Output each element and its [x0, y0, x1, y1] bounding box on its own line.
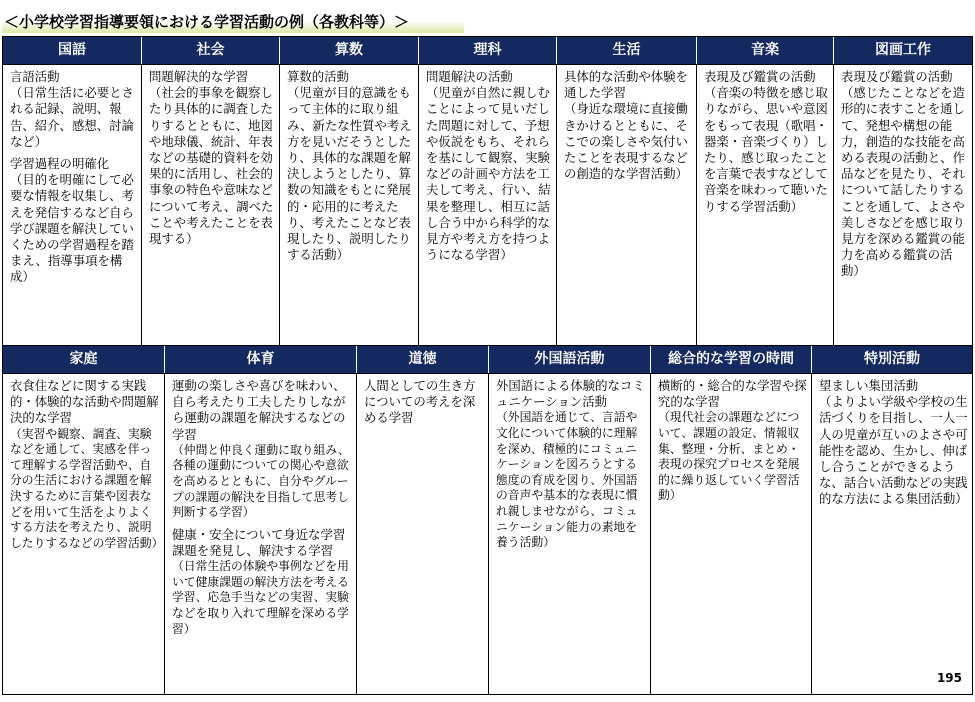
header-sogo: 総合的な学習の時間	[651, 346, 812, 373]
cell-gaikokugo-p2: （外国語を通じて、言語や文化について体験的に理解を深め、積極的にコミュニケーションを図ろうとする態度の育成を図り、外国語の音声や基本的な表現に慣れ親しませながら、コミュニケーション能力の素地を養う活動）	[496, 410, 638, 550]
cell-dotoku-p1: 人間としての生き方についての考えを深める学習	[364, 378, 476, 426]
header-ongaku: 音楽	[697, 37, 834, 64]
cell-ongaku	[697, 65, 834, 345]
header-rika: 理科	[419, 37, 557, 64]
cell-shakai-p1: 問題解決的な学習	[149, 69, 249, 84]
cell-sansu-p1: 算数的活動	[287, 69, 349, 84]
body-row-lower	[3, 374, 972, 694]
cell-taiiku-p1: 運動の楽しさや喜びを味わい、自ら考えたり工夫したりしながら運動の課題を解決するなどの学習	[172, 378, 346, 442]
header-row-upper	[3, 37, 972, 65]
cell-kokugo-p2: （日常生活に必要とされる記録、説明、報告、紹介、感想、討論など）	[10, 85, 134, 149]
header-taiiku: 体育	[165, 346, 357, 373]
cell-dotoku	[357, 374, 489, 694]
cell-katei	[3, 374, 165, 694]
cell-tokkatsu-p1: 望ましい集団活動	[819, 378, 919, 393]
cell-zuga	[834, 65, 972, 345]
header-sansu: 算数	[280, 37, 419, 64]
cell-seikatsu-p1: 具体的な活動や体験を通した学習	[564, 69, 688, 101]
cell-tokkatsu-p2: （よりよい学級や学校の生活づくりを目指し、一人一人の児童が互いのよさや可能性を認め、生かし、伸ばし合うことができるような、話合い活動などの実践的な方法による集団活動）	[819, 394, 968, 507]
cell-ongaku-p1: 表現及び鑑賞の活動	[704, 69, 816, 84]
cell-sansu-p2: （児童が目的意識をもって主体的に取り組み、新たな性質や考え方を見いだそうとしたり、具体的な課題を解決しようとしたり、算数の知識をもとに発展的・応用的に考えたり、考えたことなど表現したり、説明したりする活動）	[287, 85, 412, 263]
header-gaikokugo: 外国語活動	[489, 346, 651, 373]
cell-gaikokugo	[489, 374, 651, 694]
cell-seikatsu-p2: （身近な環境に直接働きかけるとともに、そこでの楽しさや気付いたことを表現するなどの創造的な学習活動）	[564, 101, 688, 182]
cell-sogo-p1: 横断的・総合的な学習や探究的な学習	[658, 378, 807, 410]
page-number: 195	[936, 671, 962, 685]
cell-taiiku	[165, 374, 357, 694]
cell-tokkatsu	[812, 374, 972, 694]
subjects-table-upper	[2, 36, 973, 346]
cell-kokugo-p3: 学習過程の明確化	[10, 156, 110, 172]
header-katei: 家庭	[3, 346, 165, 373]
header-shakai: 社会	[142, 37, 280, 64]
cell-sogo-p2: （現代社会の課題などについて、課題の設定、情報収集、整理・分析、まとめ・表現の探究プロセスを発展的に繰り返していく学習活動）	[658, 410, 800, 503]
cell-taiiku-p2: （仲間と仲良く運動に取り組み、各種の運動についての関心や意欲を高めるとともに、自分やグループの課題の解決を目指して思考し判断する学習）	[172, 442, 350, 520]
header-dotoku: 道徳	[357, 346, 489, 373]
cell-taiiku-p3: 健康・安全について身近な学習課題を発見し、解決する学習	[172, 526, 346, 558]
cell-zuga-p1: 表現及び鑑賞の活動	[841, 69, 953, 84]
cell-ongaku-p2: （音楽の特徴を感じ取りながら、思いや意図をもって表現（歌唱・器楽・音楽づくり）したり、感じ取ったことを言葉で表すなどして音楽を味わって聴いたりする学習活動）	[704, 85, 828, 214]
header-tokkatsu: 特別活動	[864, 351, 920, 367]
cell-kokugo-p1: 言語活動	[10, 69, 60, 84]
cell-gaikokugo-p1: 外国語による体験的なコミュニケーション活動	[496, 378, 645, 410]
header-row-lower	[3, 346, 972, 374]
subjects-table-lower	[2, 346, 973, 695]
cell-sansu	[280, 65, 419, 345]
cell-seikatsu	[557, 65, 697, 345]
cell-rika	[419, 65, 557, 345]
cell-rika-p2: （児童が自然に親しむことによって見いだした問題に対して、予想や仮説をもち、それらを基にして観察、実験などの計画や方法を工夫して考え、行い、結果を整理し、相互に話し合う中から科学的な見方や考え方を持つようになる学習）	[426, 85, 551, 263]
cell-sogo	[651, 374, 812, 694]
cell-kokugo	[3, 65, 142, 345]
header-zuga: 図画工作	[875, 42, 931, 58]
header-kokugo: 国語	[3, 37, 142, 64]
page-title: ＜小学校学習指導要領における学習活動の例（各教科等）＞	[2, 11, 464, 33]
cell-taiiku-p4: （日常生活の体験や事例などを用いて健康課題の解決方法を考える学習、応急手当などの実習、実験などを取り入れて理解を深める学習）	[172, 559, 349, 636]
header-seikatsu: 生活	[557, 37, 697, 64]
cell-katei-p1: 衣食住などに関する実践的・体験的な活動や問題解決的な学習	[10, 378, 159, 426]
cell-shakai	[142, 65, 280, 345]
cell-katei-p2: （実習や観察、調査、実験などを通して、実感を伴って理解する学習活動や、自分の生活における課題を解決するために言葉や図表などを用いて生活をよりよくする方法を考えたり、説明したりするなどの学習活動）	[10, 426, 164, 550]
body-row-upper	[3, 65, 972, 345]
cell-rika-p1: 問題解決の活動	[426, 69, 513, 84]
cell-kokugo-p4: （目的を明確にして必要な情報を収集し、考えを発信するなど自ら学び課題を解決していくための学習過程を踏まえ、指導事項を構成）	[10, 172, 134, 285]
cell-shakai-p2: （社会的事象を観察したり具体的に調査したりするとともに、地図や地球儀、統計、年表などの基礎的資料を効果的に活用し、社会的事象の特色や意味などについて考え、調べたことや考えたことを表現する）	[149, 85, 274, 247]
cell-zuga-p2: （感じたことなどを造形的に表すことを通して、発想や構想の能力，創造的な技能を高める表現の活動と、作品などを見たり、それについて話したりすることを通して、よさや美しさなどを感じ取り見方を深める鑑賞の能力を高める鑑賞の活動）	[841, 85, 965, 279]
